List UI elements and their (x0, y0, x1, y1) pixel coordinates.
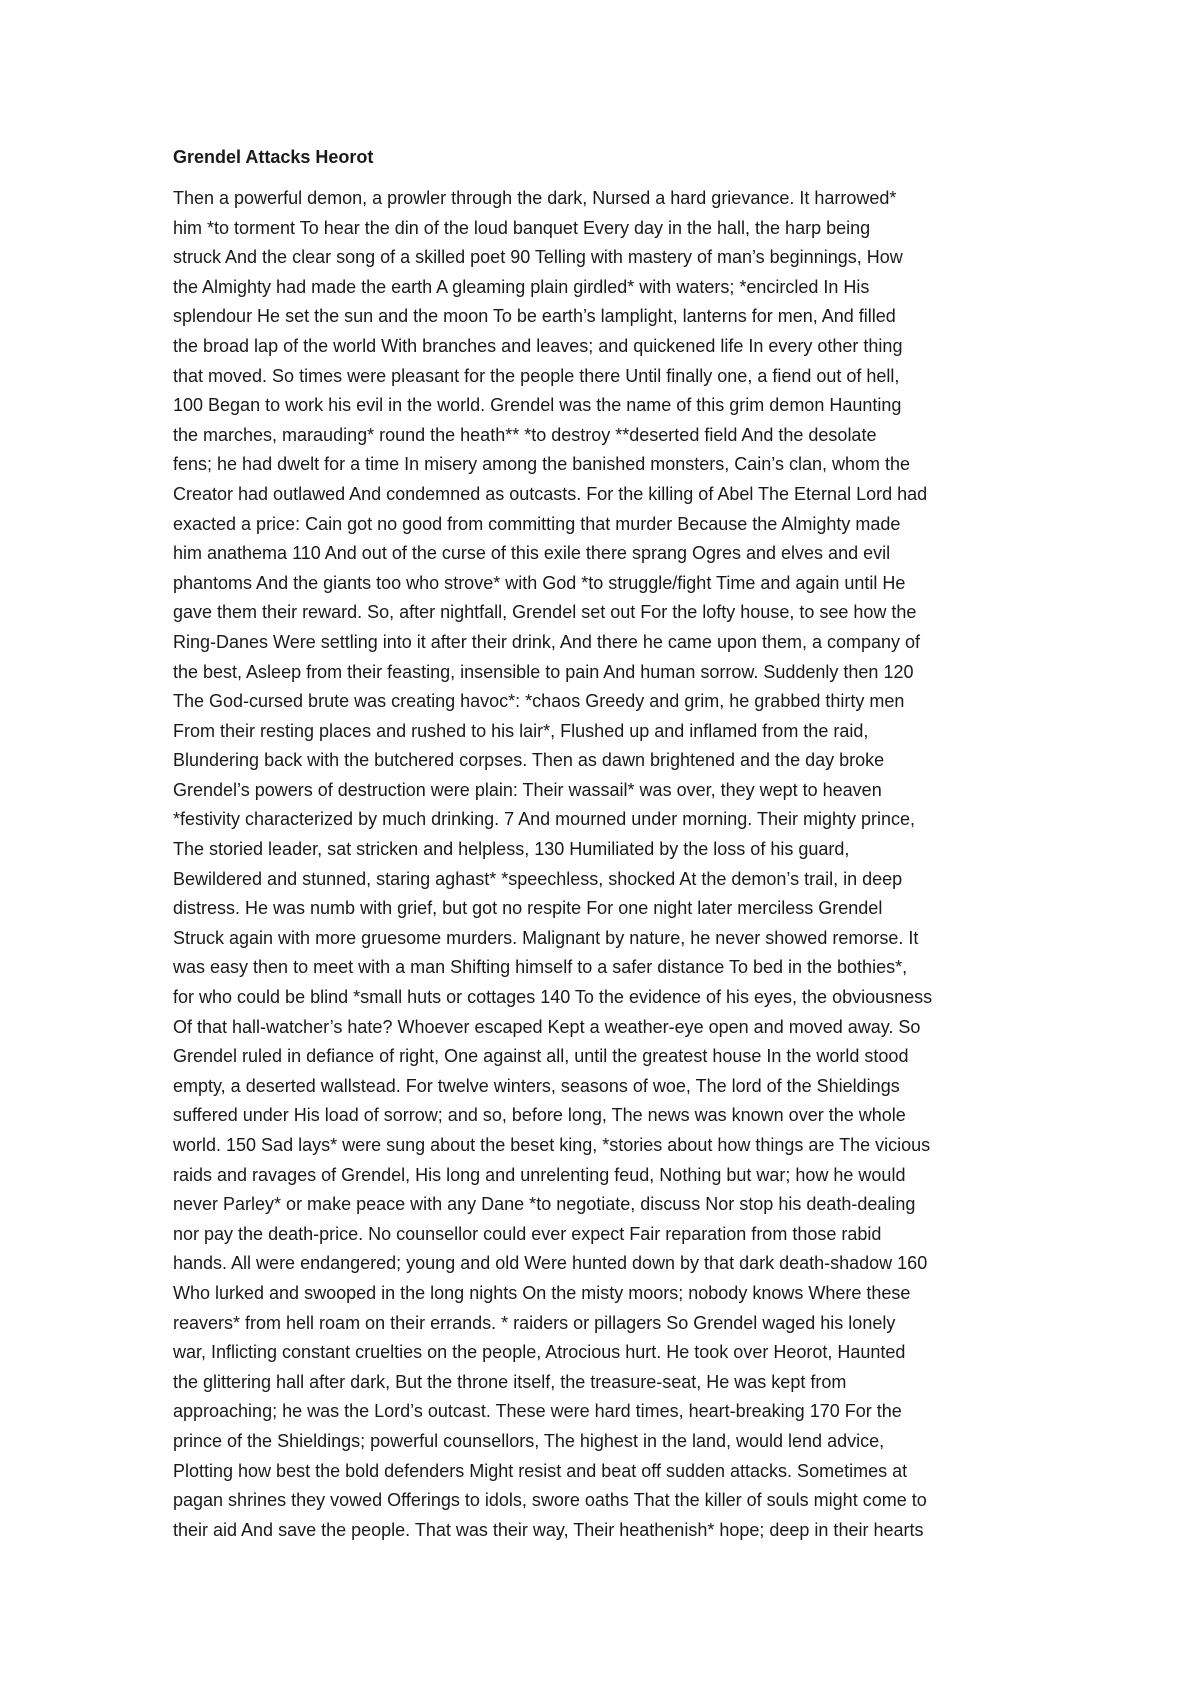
text-line: world. 150 Sad lays* were sung about the beset king, *stories about how things are The vicious (173, 1135, 931, 1155)
text-line: reavers* from hell roam on their errands. * raiders or pillagers So Grendel waged his lonely (173, 1312, 896, 1333)
text-line: the best, Asleep from their feasting, insensible to pain And human sorrow. Suddenly then 120 (173, 661, 914, 682)
text-line: war, Inflicting constant cruelties on the people, Atrocious hurt. He took over Heorot, Haunted (173, 1342, 906, 1363)
text-line: Plotting how best the bold defenders Might resist and beat off sudden attacks. Sometimes at (173, 1460, 908, 1481)
text-line: nor pay the death-price. No counsellor could ever expect Fair reparation from those rabid (173, 1223, 882, 1244)
text-line: Struck again with more gruesome murders. Malignant by nature, he never showed remorse. It (173, 927, 919, 948)
text-line: From their resting places and rushed to his lair*, Flushed up and inflamed from the raid, (173, 720, 869, 741)
text-line: 100 Began to work his evil in the world. Grendel was the name of this grim demon Haunting (173, 395, 902, 416)
text-line: was easy then to meet with a man Shifting himself to a safer distance To bed in the bothies*, (173, 957, 908, 978)
text-line: the Almighty had made the earth A gleaming plain girdled* with waters; *encircled In His (173, 276, 870, 297)
text-line: The storied leader, sat stricken and helpless, 130 Humiliated by the loss of his guard, (173, 839, 850, 860)
text-line: phantoms And the giants too who strove* with God *to struggle/fight Time and again until He (173, 572, 906, 593)
text-line: raids and ravages of Grendel, His long and unrelenting feud, Nothing but war; how he would (173, 1164, 906, 1185)
text-line: gave them their reward. So, after nightfall, Grendel set out For the lofty house, to see how the (173, 602, 917, 623)
text-line: him *to torment To hear the din of the loud banquet Every day in the hall, the harp being (173, 217, 871, 238)
text-line: for who could be blind *small huts or cottages 140 To the evidence of his eyes, the obviousness (173, 987, 933, 1008)
text-line: their aid And save the people. That was their way, Their heathenish* hope; deep in their hearts (173, 1519, 924, 1540)
text-line: distress. He was numb with grief, but got no respite For one night later merciless Grendel (173, 898, 883, 919)
document-body (173, 146, 1043, 1545)
text-line: fens; he had dwelt for a time In misery among the banished monsters, Cain’s clan, whom the (173, 454, 911, 475)
text-line: splendour He set the sun and the moon To be earth’s lamplight, lanterns for men, And filled (173, 306, 896, 327)
text-line: Bewildered and stunned, staring aghast* *speechless, shocked At the demon’s trail, in deep (173, 868, 903, 889)
text-line: hands. All were endangered; young and old Were hunted down by that dark death-shadow 160 (173, 1253, 928, 1274)
text-line: The God-cursed brute was creating havoc*: *chaos Greedy and grim, he grabbed thirty men (173, 691, 905, 712)
text-line: empty, a deserted wallstead. For twelve winters, seasons of woe, The lord of the Shieldings (173, 1075, 900, 1096)
text-line: struck And the clear song of a skilled poet 90 Telling with mastery of man’s beginnings, How (173, 247, 903, 268)
text-line: suffered under His load of sorrow; and so, before long, The news was known over the whole (173, 1105, 906, 1126)
text-line: the marches, marauding* round the heath** *to destroy **deserted field And the desolate (173, 424, 877, 445)
document-title: Grendel Attacks Heorot (173, 147, 374, 167)
text-line: never Parley* or make peace with any Dane *to negotiate, discuss Nor stop his death-dealing (173, 1194, 916, 1215)
text-line: the broad lap of the world With branches and leaves; and quickened life In every other thing (173, 335, 903, 356)
text-line: exacted a price: Cain got no good from committing that murder Because the Almighty made (173, 513, 901, 534)
text-line: approaching; he was the Lord’s outcast. These were hard times, heart-breaking 170 For the (173, 1401, 902, 1422)
text-line: prince of the Shieldings; powerful counsellors, The highest in the land, would lend advice, (173, 1430, 885, 1451)
text-line: Grendel’s powers of destruction were plain: Their wassail* was over, they wept to heaven (173, 779, 882, 800)
text-line: *festivity characterized by much drinking. 7 And mourned under morning. Their mighty prince, (173, 809, 916, 830)
text-line: Who lurked and swooped in the long nights On the misty moors; nobody knows Where these (173, 1282, 911, 1303)
text-line: Blundering back with the butchered corpses. Then as dawn brightened and the day broke (173, 750, 885, 771)
text-line: that moved. So times were pleasant for the people there Until finally one, a fiend out of hell, (173, 365, 900, 386)
text-line: him anathema 110 And out of the curse of this exile there sprang Ogres and elves and evil (173, 543, 891, 564)
text-line: Of that hall-watcher’s hate? Whoever escaped Kept a weather-eye open and moved away. So (173, 1016, 921, 1037)
text-line: the glittering hall after dark, But the throne itself, the treasure-seat, He was kept from (173, 1371, 847, 1392)
text-line: Grendel ruled in defiance of right, One against all, until the greatest house In the world stood (173, 1046, 909, 1067)
text-line: Ring-Danes Were settling into it after their drink, And there he came upon them, a company of (173, 631, 921, 652)
text-line: pagan shrines they vowed Offerings to idols, swore oaths That the killer of souls might come to (173, 1490, 927, 1511)
text-line: Creator had outlawed And condemned as outcasts. For the killing of Abel The Eternal Lord had (173, 483, 928, 504)
text-line: Then a powerful demon, a prowler through the dark, Nursed a hard grievance. It harrowed* (173, 188, 897, 208)
text-block (173, 184, 1043, 1545)
